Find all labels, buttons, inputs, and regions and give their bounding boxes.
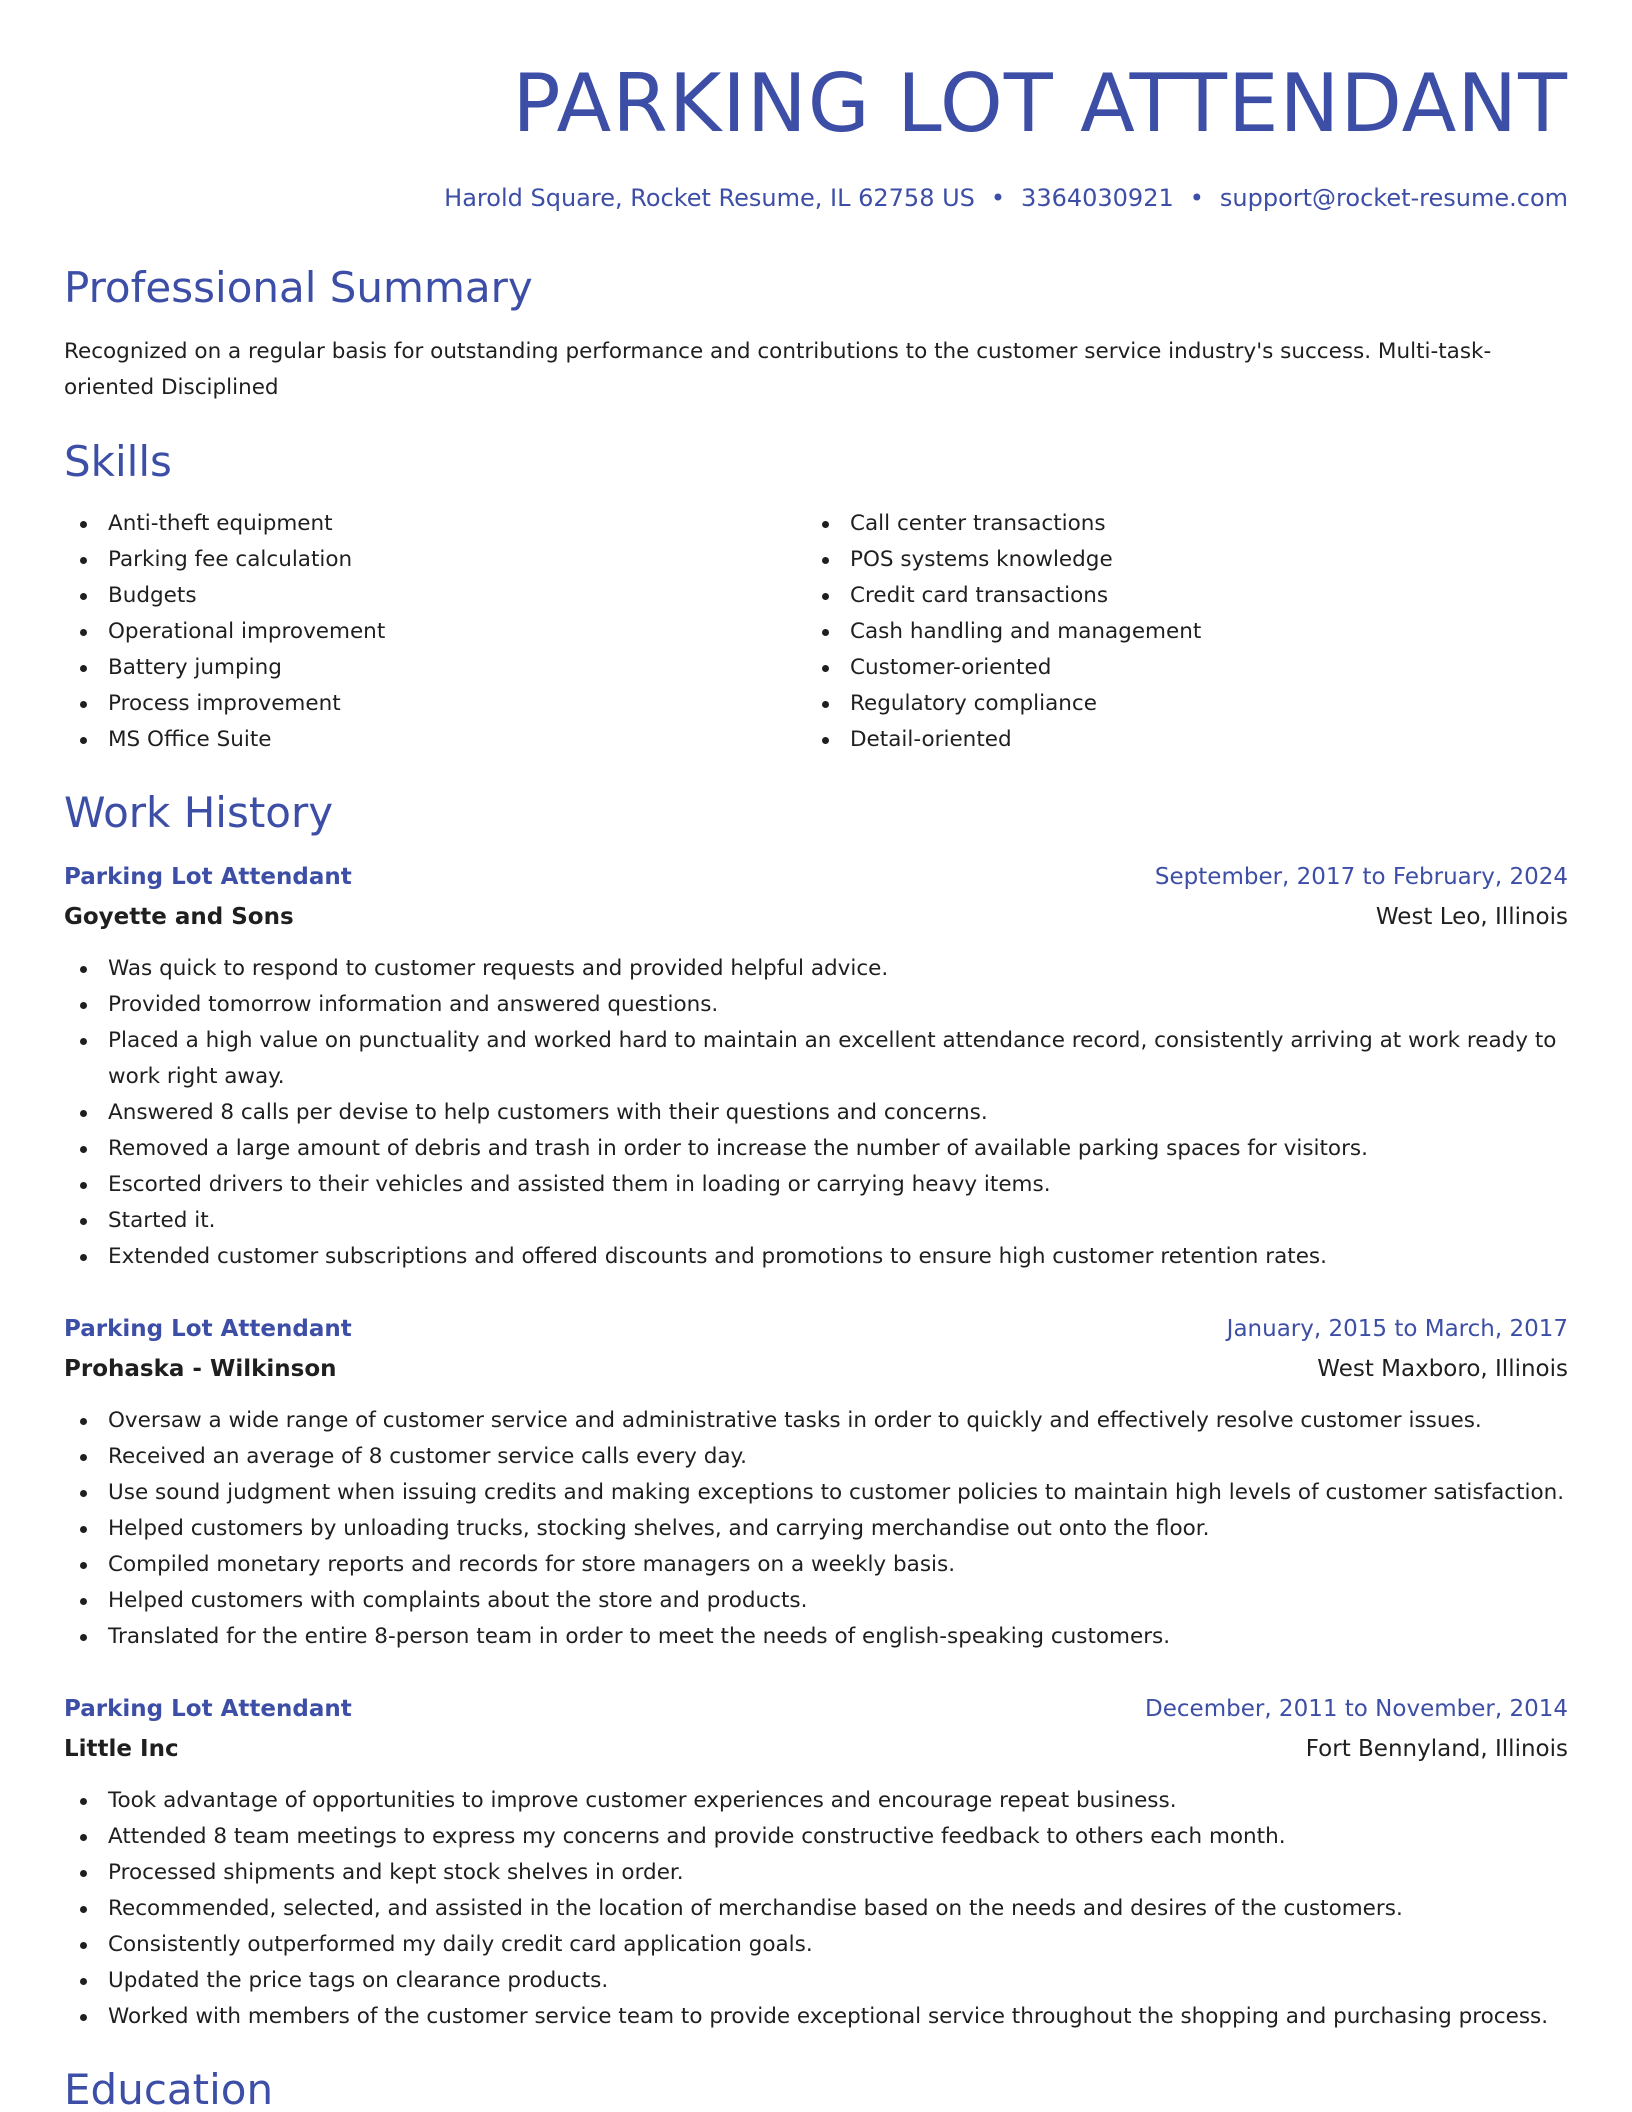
skill-item: Cash handling and management (806, 614, 1546, 650)
job-duty: Translated for the entire 8-person team in order to meet the needs of english-speaking customers. (64, 1619, 1568, 1655)
job-duty: Placed a high value on punctuality and worked hard to maintain an excellent attendance record, consistently arriving at work ready to work right away. (64, 1023, 1568, 1095)
skill-item: Credit card transactions (806, 578, 1546, 614)
skills-list-right (806, 506, 1546, 758)
contact-phone: 3364030921 (1021, 184, 1174, 212)
job-duty: Escorted drivers to their vehicles and assisted them in loading or carrying heavy items. (64, 1167, 1568, 1203)
job-duty: Use sound judgment when issuing credits and making exceptions to customer policies to maintain high levels of customer satisfaction. (64, 1475, 1568, 1511)
skill-item: Parking fee calculation (64, 542, 804, 578)
job-duty: Processed shipments and kept stock shelves in order. (64, 1855, 1568, 1891)
skills-list-left (64, 506, 804, 758)
job-duty: Helped customers with complaints about the store and products. (64, 1583, 1568, 1619)
work-history-heading: Work History (64, 788, 334, 837)
job-duty: Recommended, selected, and assisted in the location of merchandise based on the needs and desires of the customers. (64, 1891, 1568, 1927)
job-location: Fort Bennyland, Illinois (1305, 1736, 1568, 1762)
skill-item: Budgets (64, 578, 804, 614)
company-name: Prohaska - Wilkinson (64, 1356, 337, 1382)
candidate-name: PARKING LOT ATTENDANT (512, 57, 1568, 150)
job-dates: January, 2015 to March, 2017 (1226, 1316, 1568, 1342)
skill-item: Battery jumping (64, 650, 804, 686)
job-duty: Worked with members of the customer service team to provide exceptional service throughout the shopping and purchasing process. (64, 1999, 1568, 2035)
job-duty: Started it. (64, 1203, 1568, 1239)
job-duty: Received an average of 8 customer service calls every day. (64, 1439, 1568, 1475)
contact-address: Harold Square, Rocket Resume, IL 62758 US (444, 184, 975, 212)
resume-page (64, 0, 1568, 2112)
contact-separator: • (990, 184, 1006, 212)
job-location: West Maxboro, Illinois (1317, 1356, 1568, 1382)
job-duties-list (64, 1403, 1568, 1655)
skill-item: Call center transactions (806, 506, 1546, 542)
job-title: Parking Lot Attendant (64, 1696, 352, 1722)
job-duty: Extended customer subscriptions and offered discounts and promotions to ensure high customer retention rates. (64, 1239, 1568, 1275)
job-duty: Was quick to respond to customer requests and provided helpful advice. (64, 951, 1568, 987)
job-employer (64, 1731, 1568, 1767)
job-duty: Oversaw a wide range of customer service and administrative tasks in order to quickly and effectively resolve customer issues. (64, 1403, 1568, 1439)
job-duty: Consistently outperformed my daily credit card application goals. (64, 1927, 1568, 1963)
education-heading: Education (64, 2065, 274, 2112)
job-duty: Removed a large amount of debris and trash in order to increase the number of available parking spaces for visitors. (64, 1131, 1568, 1167)
job-duty: Compiled monetary reports and records for store managers on a weekly basis. (64, 1547, 1568, 1583)
skill-item: Anti-theft equipment (64, 506, 804, 542)
skill-item: Customer-oriented (806, 650, 1546, 686)
skill-item: POS systems knowledge (806, 542, 1546, 578)
job-duty: Attended 8 team meetings to express my concerns and provide constructive feedback to others each month. (64, 1819, 1568, 1855)
job-header (64, 1311, 1568, 1347)
skill-item: Regulatory compliance (806, 686, 1546, 722)
job-duty: Updated the price tags on clearance products. (64, 1963, 1568, 1999)
company-name: Little Inc (64, 1736, 179, 1762)
job-duties-list (64, 1783, 1568, 2035)
job-title: Parking Lot Attendant (64, 864, 352, 890)
job-duties-list (64, 951, 1568, 1275)
job-duty: Answered 8 calls per devise to help customers with their questions and concerns. (64, 1095, 1568, 1131)
skill-item: MS Office Suite (64, 722, 804, 758)
job-duty: Took advantage of opportunities to improve customer experiences and encourage repeat business. (64, 1783, 1568, 1819)
summary-text: Recognized on a regular basis for outstanding performance and contributions to the customer service industry's success. Multi-task-oriented Disciplined (64, 339, 1492, 400)
job-employer (64, 899, 1568, 935)
skill-item: Process improvement (64, 686, 804, 722)
job-duty: Provided tomorrow information and answered questions. (64, 987, 1568, 1023)
company-name: Goyette and Sons (64, 904, 294, 930)
job-duty: Helped customers by unloading trucks, stocking shelves, and carrying merchandise out onto the floor. (64, 1511, 1568, 1547)
job-header (64, 1691, 1568, 1727)
skill-item: Operational improvement (64, 614, 804, 650)
summary-heading: Professional Summary (64, 263, 533, 312)
skills-heading: Skills (64, 437, 172, 486)
job-employer (64, 1351, 1568, 1387)
contact-line (444, 182, 1568, 214)
job-header (64, 859, 1568, 895)
contact-email[interactable]: support@rocket-resume.com (1219, 184, 1568, 212)
contact-separator: • (1189, 184, 1204, 212)
job-dates: December, 2011 to November, 2014 (1145, 1696, 1568, 1722)
skill-item: Detail-oriented (806, 722, 1546, 758)
job-location: West Leo, Illinois (1375, 904, 1568, 930)
job-dates: September, 2017 to February, 2024 (1154, 864, 1568, 890)
job-title: Parking Lot Attendant (64, 1316, 352, 1342)
